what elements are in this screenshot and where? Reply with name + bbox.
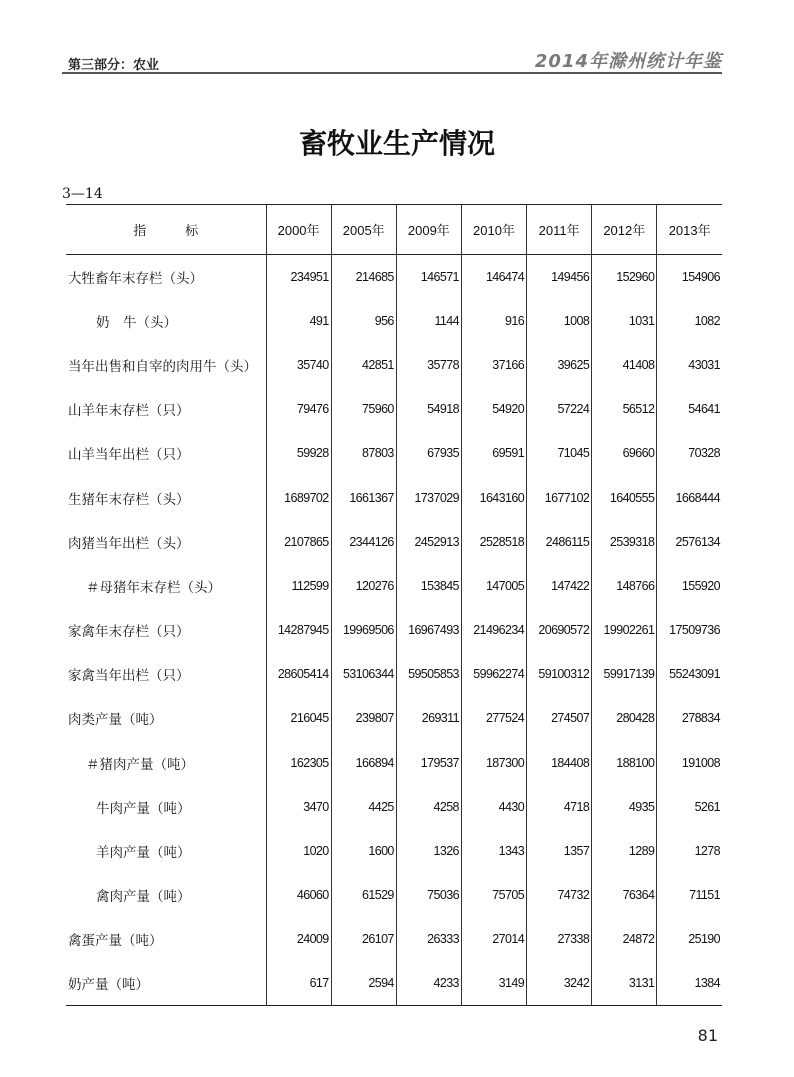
table-cell: 17509736 (657, 608, 722, 652)
table-cell: 916 (461, 299, 526, 343)
table-row (66, 343, 722, 387)
table-cell: 1144 (396, 299, 461, 343)
table-cell: 120276 (331, 564, 396, 608)
table-cell: 214685 (331, 255, 396, 299)
table-cell: 54920 (461, 387, 526, 431)
table-cell: 216045 (266, 696, 331, 740)
table-cell: 4233 (396, 962, 461, 1006)
table-cell: 234951 (266, 255, 331, 299)
table-cell: 26333 (396, 917, 461, 961)
table-cell: 75036 (396, 873, 461, 917)
table-row (66, 652, 722, 696)
table-cell: 1737029 (396, 475, 461, 519)
table-cell: 71151 (657, 873, 722, 917)
table-cell: 61529 (331, 873, 396, 917)
table-cell: 152960 (592, 255, 657, 299)
table-cell: 147005 (461, 564, 526, 608)
row-label: 山羊当年出栏（只） (68, 447, 190, 463)
table-cell: 269311 (396, 696, 461, 740)
table-cell: 27014 (461, 917, 526, 961)
row-label: 奶 牛（头） (96, 314, 177, 330)
table-cell: 1031 (592, 299, 657, 343)
row-label: 大牲畜年末存栏（头） (68, 270, 203, 286)
table-cell: 617 (266, 962, 331, 1006)
table-cell: 148766 (592, 564, 657, 608)
table-header-row (66, 205, 722, 255)
table-cell: 76364 (592, 873, 657, 917)
table-row (66, 785, 722, 829)
table-cell: 74732 (527, 873, 592, 917)
table-cell: 146571 (396, 255, 461, 299)
row-label: 家禽年末存栏（只） (68, 624, 190, 640)
table-cell: 191008 (657, 741, 722, 785)
table-cell: 184408 (527, 741, 592, 785)
table-cell: 20690572 (527, 608, 592, 652)
table-cell: 35740 (266, 343, 331, 387)
table-cell: 1668444 (657, 475, 722, 519)
table-row (66, 564, 722, 608)
row-label: ＃猪肉产量（吨） (86, 756, 194, 772)
table-cell: 2539318 (592, 520, 657, 564)
table-cell: 3131 (592, 962, 657, 1006)
table-cell: 1082 (657, 299, 722, 343)
table-cell: 2486115 (527, 520, 592, 564)
table-cell: 70328 (657, 431, 722, 475)
table-cell: 69660 (592, 431, 657, 475)
table-cell: 69591 (461, 431, 526, 475)
table-cell: 2576134 (657, 520, 722, 564)
table-cell: 28605414 (266, 652, 331, 696)
yearbook-title: 2014年滁州统计年鉴 (534, 51, 722, 72)
table-cell: 1643160 (461, 475, 526, 519)
table-cell: 187300 (461, 741, 526, 785)
table-cell: 39625 (527, 343, 592, 387)
table-cell: 4935 (592, 785, 657, 829)
year-header: 2010年 (461, 205, 526, 255)
table-cell: 2594 (331, 962, 396, 1006)
table-cell: 57224 (527, 387, 592, 431)
table-row (66, 873, 722, 917)
table-row (66, 299, 722, 343)
table-cell: 3470 (266, 785, 331, 829)
table-cell: 67935 (396, 431, 461, 475)
row-label: 生猪年末存栏（头） (68, 491, 190, 507)
year-header: 2013年 (657, 205, 722, 255)
year-header: 2009年 (396, 205, 461, 255)
table-cell: 277524 (461, 696, 526, 740)
table-cell: 59505853 (396, 652, 461, 696)
table-cell: 54918 (396, 387, 461, 431)
table-row (66, 741, 722, 785)
table-cell: 956 (331, 299, 396, 343)
table-cell: 155920 (657, 564, 722, 608)
table-cell: 37166 (461, 343, 526, 387)
year-header: 2000年 (266, 205, 331, 255)
table-row (66, 829, 722, 873)
table-cell: 19969506 (331, 608, 396, 652)
table-cell: 25190 (657, 917, 722, 961)
table-cell: 1661367 (331, 475, 396, 519)
table-cell: 112599 (266, 564, 331, 608)
table-cell: 56512 (592, 387, 657, 431)
table-row (66, 387, 722, 431)
table-cell: 1008 (527, 299, 592, 343)
table-cell: 27338 (527, 917, 592, 961)
header-divider (62, 72, 722, 74)
table-cell: 4430 (461, 785, 526, 829)
table-cell: 79476 (266, 387, 331, 431)
table-cell: 26107 (331, 917, 396, 961)
table-cell: 179537 (396, 741, 461, 785)
table-cell: 46060 (266, 873, 331, 917)
row-label: 肉猪当年出栏（头） (68, 535, 190, 551)
section-header: 第三部分：农业 (68, 58, 160, 73)
table-cell: 59917139 (592, 652, 657, 696)
table-cell: 55243091 (657, 652, 722, 696)
page-number: 81 (697, 1026, 718, 1045)
table-cell: 54641 (657, 387, 722, 431)
table-cell: 239807 (331, 696, 396, 740)
table-cell: 491 (266, 299, 331, 343)
table-cell: 4425 (331, 785, 396, 829)
row-label: 禽蛋产量（吨） (68, 933, 163, 949)
table-cell: 43031 (657, 343, 722, 387)
row-label: 羊肉产量（吨） (96, 845, 191, 861)
table-cell: 1289 (592, 829, 657, 873)
table-row (66, 255, 722, 299)
table-cell: 24009 (266, 917, 331, 961)
table-cell: 166894 (331, 741, 396, 785)
table-cell: 75705 (461, 873, 526, 917)
table-cell: 5261 (657, 785, 722, 829)
table-cell: 14287945 (266, 608, 331, 652)
table-cell: 59928 (266, 431, 331, 475)
table-cell: 146474 (461, 255, 526, 299)
table-cell: 24872 (592, 917, 657, 961)
table-row (66, 475, 722, 519)
table-cell: 2528518 (461, 520, 526, 564)
table-cell: 35778 (396, 343, 461, 387)
table-row (66, 696, 722, 740)
table-cell: 21496234 (461, 608, 526, 652)
table-cell: 278834 (657, 696, 722, 740)
table-cell: 1357 (527, 829, 592, 873)
table-row (66, 520, 722, 564)
table-cell: 53106344 (331, 652, 396, 696)
indicator-header: 指 标 (66, 205, 266, 255)
table-cell: 1600 (331, 829, 396, 873)
table-cell: 75960 (331, 387, 396, 431)
table-cell: 274507 (527, 696, 592, 740)
table-cell: 3242 (527, 962, 592, 1006)
table-cell: 1677102 (527, 475, 592, 519)
year-header: 2005年 (331, 205, 396, 255)
page-title: 畜牧业生产情况 (298, 127, 495, 160)
table-cell: 1326 (396, 829, 461, 873)
table-cell: 3149 (461, 962, 526, 1006)
table-cell: 41408 (592, 343, 657, 387)
livestock-table (66, 204, 722, 1006)
table-cell: 4258 (396, 785, 461, 829)
table-cell: 1020 (266, 829, 331, 873)
table-cell: 59962274 (461, 652, 526, 696)
table-cell: 154906 (657, 255, 722, 299)
table-cell: 1278 (657, 829, 722, 873)
row-label: 山羊年末存栏（只） (68, 403, 190, 419)
table-cell: 149456 (527, 255, 592, 299)
table-cell: 87803 (331, 431, 396, 475)
row-label: ＃母猪年末存栏（头） (86, 579, 221, 595)
table-row (66, 962, 722, 1006)
table-cell: 1384 (657, 962, 722, 1006)
table-row (66, 917, 722, 961)
table-cell: 19902261 (592, 608, 657, 652)
table-cell: 1689702 (266, 475, 331, 519)
table-cell: 2452913 (396, 520, 461, 564)
year-header: 2011年 (527, 205, 592, 255)
table-cell: 147422 (527, 564, 592, 608)
table-cell: 2344126 (331, 520, 396, 564)
table-cell: 188100 (592, 741, 657, 785)
table-cell: 16967493 (396, 608, 461, 652)
table-cell: 1343 (461, 829, 526, 873)
row-label: 肉类产量（吨） (68, 712, 163, 728)
table-body (66, 255, 722, 1006)
table-cell: 42851 (331, 343, 396, 387)
table-cell: 59100312 (527, 652, 592, 696)
row-label: 家禽当年出栏（只） (68, 668, 190, 684)
year-header: 2012年 (592, 205, 657, 255)
table-number: 3—14 (62, 186, 103, 202)
table-cell: 4718 (527, 785, 592, 829)
table-cell: 280428 (592, 696, 657, 740)
row-label: 当年出售和自宰的肉用牛（头） (68, 358, 257, 374)
table-cell: 153845 (396, 564, 461, 608)
row-label: 禽肉产量（吨） (96, 889, 191, 905)
table-cell: 1640555 (592, 475, 657, 519)
table-cell: 2107865 (266, 520, 331, 564)
row-label: 牛肉产量（吨） (96, 800, 191, 816)
table-cell: 71045 (527, 431, 592, 475)
table-row (66, 608, 722, 652)
table-row (66, 431, 722, 475)
row-label: 奶产量（吨） (66, 962, 266, 1006)
table-cell: 162305 (266, 741, 331, 785)
